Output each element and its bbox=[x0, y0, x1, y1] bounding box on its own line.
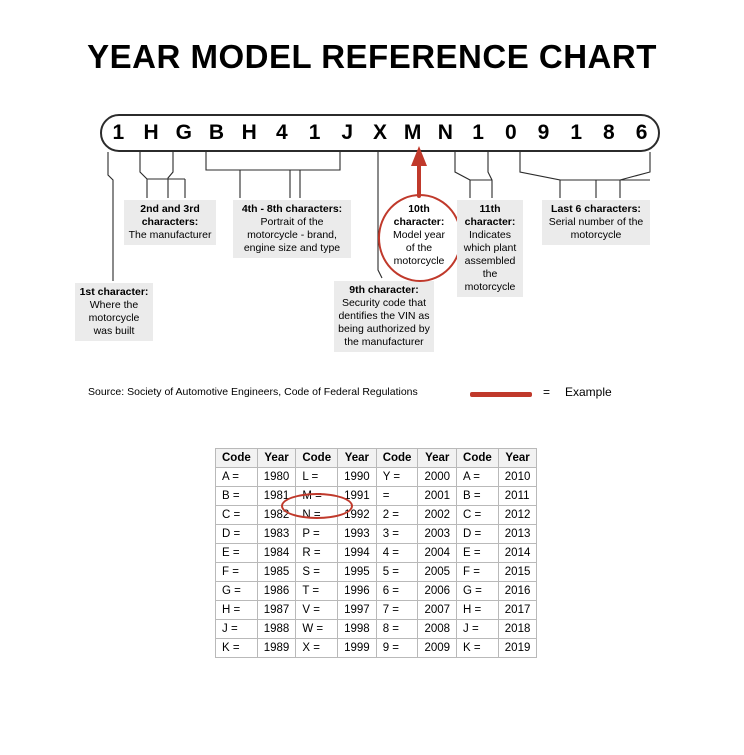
table-cell-code: D = bbox=[457, 525, 499, 544]
legend-equals-sign: = bbox=[543, 385, 551, 399]
callout-heading: 10th character: bbox=[393, 203, 445, 228]
callout-heading: Last 6 characters: bbox=[551, 203, 641, 215]
table-row bbox=[216, 487, 537, 506]
table-cell-code: S = bbox=[296, 563, 338, 582]
table-cell-code: E = bbox=[216, 544, 258, 563]
vin-character: N bbox=[437, 121, 453, 144]
callout-body: The manufacturer bbox=[128, 229, 212, 241]
vin-character: H bbox=[143, 121, 159, 144]
callout-11th-character bbox=[457, 200, 523, 297]
table-cell-code: V = bbox=[296, 601, 338, 620]
table-cell-year-highlight: 1991 bbox=[338, 487, 377, 506]
table-cell-code: C = bbox=[457, 506, 499, 525]
table-cell-year: 2003 bbox=[418, 525, 457, 544]
table-cell-year: 2012 bbox=[498, 506, 537, 525]
table-cell-year: 2001 bbox=[418, 487, 457, 506]
callout-2nd-3rd-characters bbox=[124, 200, 216, 245]
table-header-cell: Code bbox=[376, 449, 418, 468]
table-cell-year: 1998 bbox=[338, 620, 377, 639]
table-cell-code: F = bbox=[457, 563, 499, 582]
table-cell-year: 2006 bbox=[418, 582, 457, 601]
table-cell-year: 1993 bbox=[338, 525, 377, 544]
table-row bbox=[216, 563, 537, 582]
table-row bbox=[216, 582, 537, 601]
table-cell-year: 1980 bbox=[257, 468, 296, 487]
table-cell-year: 2000 bbox=[418, 468, 457, 487]
table-header-cell: Year bbox=[257, 449, 296, 468]
callout-body: Security code that dentifies the VIN as being authorized by the manufacturer bbox=[338, 297, 430, 348]
table-cell-code: B = bbox=[216, 487, 258, 506]
table-cell-code: X = bbox=[296, 639, 338, 658]
table-cell-code: P = bbox=[296, 525, 338, 544]
table-cell-code: 3 = bbox=[376, 525, 418, 544]
callout-body: Model year of the motorcycle bbox=[393, 229, 445, 267]
table-cell-code: W = bbox=[296, 620, 338, 639]
callout-4th-8th-characters bbox=[233, 200, 351, 258]
table-cell-year: 1985 bbox=[257, 563, 296, 582]
table-cell-code: G = bbox=[216, 582, 258, 601]
vin-character: 1 bbox=[570, 121, 583, 144]
table-cell-year: 1996 bbox=[338, 582, 377, 601]
table-cell-year: 1990 bbox=[338, 468, 377, 487]
table-cell-year: 2004 bbox=[418, 544, 457, 563]
table-cell-code: 5 = bbox=[376, 563, 418, 582]
callout-heading: 1st character: bbox=[79, 286, 149, 298]
table-cell-year: 1995 bbox=[338, 563, 377, 582]
table-cell-year: 1989 bbox=[257, 639, 296, 658]
table-row bbox=[216, 506, 537, 525]
vin-character: 8 bbox=[603, 121, 615, 144]
table-cell-year: 1986 bbox=[257, 582, 296, 601]
table-cell-year: 2002 bbox=[418, 506, 457, 525]
table-cell-year: 2008 bbox=[418, 620, 457, 639]
table-header-cell: Code bbox=[296, 449, 338, 468]
table-cell-code: A = bbox=[457, 468, 499, 487]
table-cell-code: D = bbox=[216, 525, 258, 544]
vin-character: 9 bbox=[537, 121, 550, 144]
table-cell-code: T = bbox=[296, 582, 338, 601]
table-cell-code: J = bbox=[216, 620, 258, 639]
table-cell-code: L = bbox=[296, 468, 338, 487]
vin-character: B bbox=[208, 121, 225, 144]
table-row bbox=[216, 601, 537, 620]
table-cell-year: 1992 bbox=[338, 506, 377, 525]
table-cell-code: Y = bbox=[376, 468, 418, 487]
vin-character: 4 bbox=[276, 121, 288, 144]
callout-body: Portrait of the motorcycle - brand, engine size and type bbox=[243, 216, 341, 254]
vin-character-highlight: M bbox=[403, 121, 422, 144]
vin-character: 1 bbox=[472, 121, 484, 144]
table-header-cell: Year bbox=[418, 449, 457, 468]
table-cell-year: 1997 bbox=[338, 601, 377, 620]
year-code-table bbox=[215, 448, 537, 658]
table-cell-year: 2014 bbox=[498, 544, 537, 563]
table-cell-code: F = bbox=[216, 563, 258, 582]
table-row bbox=[216, 639, 537, 658]
vin-character: H bbox=[241, 121, 257, 144]
example-arrow bbox=[411, 146, 427, 196]
table-cell-code: A = bbox=[216, 468, 258, 487]
vin-character: 0 bbox=[504, 121, 517, 144]
table-cell-code: H = bbox=[216, 601, 258, 620]
table-cell-year: 2005 bbox=[418, 563, 457, 582]
table-cell-year: 2011 bbox=[498, 487, 537, 506]
table-cell-code: H = bbox=[457, 601, 499, 620]
table-cell-year: 1982 bbox=[257, 506, 296, 525]
table-cell-code: E = bbox=[457, 544, 499, 563]
table-cell-year: 2007 bbox=[418, 601, 457, 620]
table-cell-code: J = bbox=[457, 620, 499, 639]
callout-body: Where the motorcycle was built bbox=[88, 299, 140, 337]
table-cell-year: 2013 bbox=[498, 525, 537, 544]
callout-heading: 2nd and 3rd characters: bbox=[140, 203, 200, 228]
table-cell-year: 1983 bbox=[257, 525, 296, 544]
table-cell-year: 1994 bbox=[338, 544, 377, 563]
vin-character: X bbox=[372, 121, 387, 144]
table-row bbox=[216, 525, 537, 544]
legend-label: Example bbox=[565, 385, 612, 399]
table-cell-code: 7 = bbox=[376, 601, 418, 620]
table-cell-year: 1988 bbox=[257, 620, 296, 639]
callout-body: Serial number of the motorcycle bbox=[548, 216, 644, 241]
table-cell-code: K = bbox=[216, 639, 258, 658]
vin-character: J bbox=[341, 121, 354, 144]
callout-heading: 9th character: bbox=[349, 284, 419, 296]
vin-character: 6 bbox=[635, 121, 648, 144]
table-row bbox=[216, 468, 537, 487]
vin-character: 1 bbox=[308, 121, 321, 144]
table-header-row bbox=[216, 449, 537, 468]
table-cell-code-highlight: M = bbox=[296, 487, 338, 506]
table-cell-year: 2010 bbox=[498, 468, 537, 487]
table-cell-year: 2017 bbox=[498, 601, 537, 620]
table-header-cell: Code bbox=[457, 449, 499, 468]
page-title: YEAR MODEL REFERENCE CHART bbox=[87, 38, 657, 75]
table-cell-year: 2015 bbox=[498, 563, 537, 582]
table-cell-code: 6 = bbox=[376, 582, 418, 601]
table-cell-year: 1981 bbox=[257, 487, 296, 506]
table-cell-year: 1984 bbox=[257, 544, 296, 563]
callout-heading: 4th - 8th characters: bbox=[241, 203, 343, 215]
table-header-cell: Year bbox=[498, 449, 537, 468]
table-cell-year: 2019 bbox=[498, 639, 537, 658]
callout-heading: 11th character: bbox=[464, 203, 516, 228]
table-cell-year: 2009 bbox=[418, 639, 457, 658]
table-header-cell: Code bbox=[216, 449, 258, 468]
callout-9th-character bbox=[334, 281, 434, 352]
table-row bbox=[216, 544, 537, 563]
table-cell-code: 9 = bbox=[376, 639, 418, 658]
table-cell-code: G = bbox=[457, 582, 499, 601]
table-cell-year: 1987 bbox=[257, 601, 296, 620]
table-header-cell: Year bbox=[338, 449, 377, 468]
table-cell-year: 2016 bbox=[498, 582, 537, 601]
callout-1st-character bbox=[75, 283, 153, 341]
table-cell-year: 2018 bbox=[498, 620, 537, 639]
vin-number-box bbox=[100, 114, 660, 152]
table-cell-code: 4 = bbox=[376, 544, 418, 563]
vin-character: G bbox=[175, 121, 192, 144]
table-cell-code: B = bbox=[457, 487, 499, 506]
table-cell-code: = bbox=[376, 487, 418, 506]
table-cell-code: 8 = bbox=[376, 620, 418, 639]
highlight-ellipse-10th-character bbox=[378, 194, 462, 282]
source-note: Source: Society of Automotive Engineers, Code of Federal Regulations bbox=[88, 386, 418, 398]
callout-body: Indicates which plant assembled the motorcycle bbox=[463, 229, 517, 293]
table-cell-code: C = bbox=[216, 506, 258, 525]
table-cell-year: 1999 bbox=[338, 639, 377, 658]
table-cell-code: K = bbox=[457, 639, 499, 658]
legend-color-swatch bbox=[470, 392, 532, 397]
table-cell-code: R = bbox=[296, 544, 338, 563]
callout-last-6-characters bbox=[542, 200, 650, 245]
vin-character: 1 bbox=[112, 121, 125, 144]
table-cell-code: 2 = bbox=[376, 506, 418, 525]
table-row bbox=[216, 620, 537, 639]
table-cell-code: N = bbox=[296, 506, 338, 525]
